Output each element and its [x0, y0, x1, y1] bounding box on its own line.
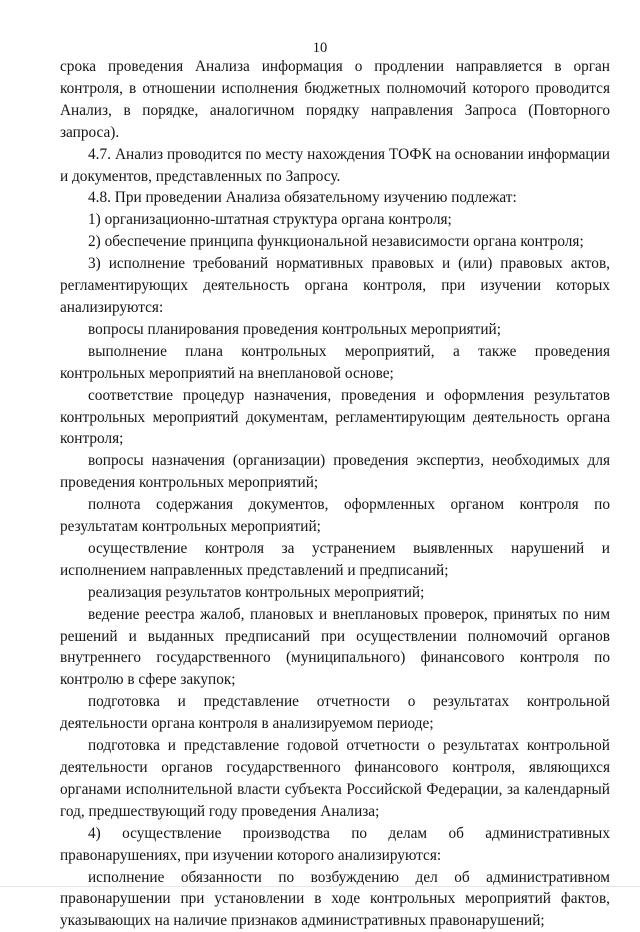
sub-item-documents: полнота содержания документов, оформленных органом контроля по результатам контрольных мероприятий;: [60, 496, 610, 536]
paragraph-4-7: 4.7. Анализ проводится по месту нахождения ТОФК на основании информации и документов, представленных по Запросу.: [60, 145, 610, 185]
sub-item-plan-execution: выполнение плана контрольных мероприятий, а также проведения контрольных мероприятий на внеплановой основе;: [60, 342, 610, 382]
paragraph-4-8: 4.8. При проведении Анализа обязательному изучению подлежат:: [88, 189, 517, 207]
list-item-2: 2) обеспечение принципа функциональной независимости органа контроля;: [88, 233, 584, 251]
list-item-4: 4) осуществление производства по делам об административных правонарушениях, при изучении которого анализируются:: [60, 824, 610, 864]
sub-item-results: реализация результатов контрольных мероприятий;: [88, 583, 425, 601]
sub-item-planning: вопросы планирования проведения контрольных мероприятий;: [88, 320, 501, 338]
sub-item-administrative-cases: исполнение обязанности по возбуждению дел об административном правонарушении при установлении в ходе контрольных мероприятий фактов, указывающих на наличие признаков административных правонарушений;: [60, 868, 610, 930]
paragraph-continuation: срока проведения Анализа информация о продлении направляется в орган контроля, в отношении исполнения бюджетных полномочий которого проводится Анализ, в порядке, аналогичном порядку направления Запроса (Повторного запроса).: [60, 58, 610, 141]
bottom-scan-edge: [0, 886, 640, 887]
sub-item-complaints-registry: ведение реестра жалоб, плановых и внеплановых проверок, принятых по ним решений и выданных предписаний при осуществлении полномочий органов внутреннего государственного (муниципального) финансового контроля по контролю в сфере закупок;: [60, 605, 610, 689]
sub-item-expertise: вопросы назначения (организации) проведения экспертиз, необходимых для проведения контрольных мероприятий;: [60, 452, 610, 492]
list-item-3: 3) исполнение требований нормативных правовых и (или) правовых актов, регламентирующих деятельность органа контроля, при изучении которых анализируются:: [60, 255, 610, 316]
list-item-1: 1) организационно-штатная структура органа контроля;: [88, 211, 452, 229]
sub-item-procedures: соответствие процедур назначения, проведения и оформления результатов контрольных мероприятий документам, регламентирующим деятельность органа контроля;: [60, 386, 610, 448]
document-body: [60, 56, 610, 932]
page-number: 10: [312, 40, 328, 56]
sub-item-violations-control: осуществление контроля за устранением выявленных нарушений и исполнением направленных представлений и предписаний;: [60, 539, 610, 579]
sub-item-reporting: подготовка и представление отчетности о результатах контрольной деятельности органа контроля в анализируемом периоде;: [60, 693, 610, 733]
sub-item-annual-reporting: подготовка и представление годовой отчетности о результатах контрольной деятельности органов государственного финансового контроля, являющихся органами исполнительной власти субъекта Российской Федерации, за календарный год, предшествующий году проведения Анализа;: [60, 737, 610, 820]
